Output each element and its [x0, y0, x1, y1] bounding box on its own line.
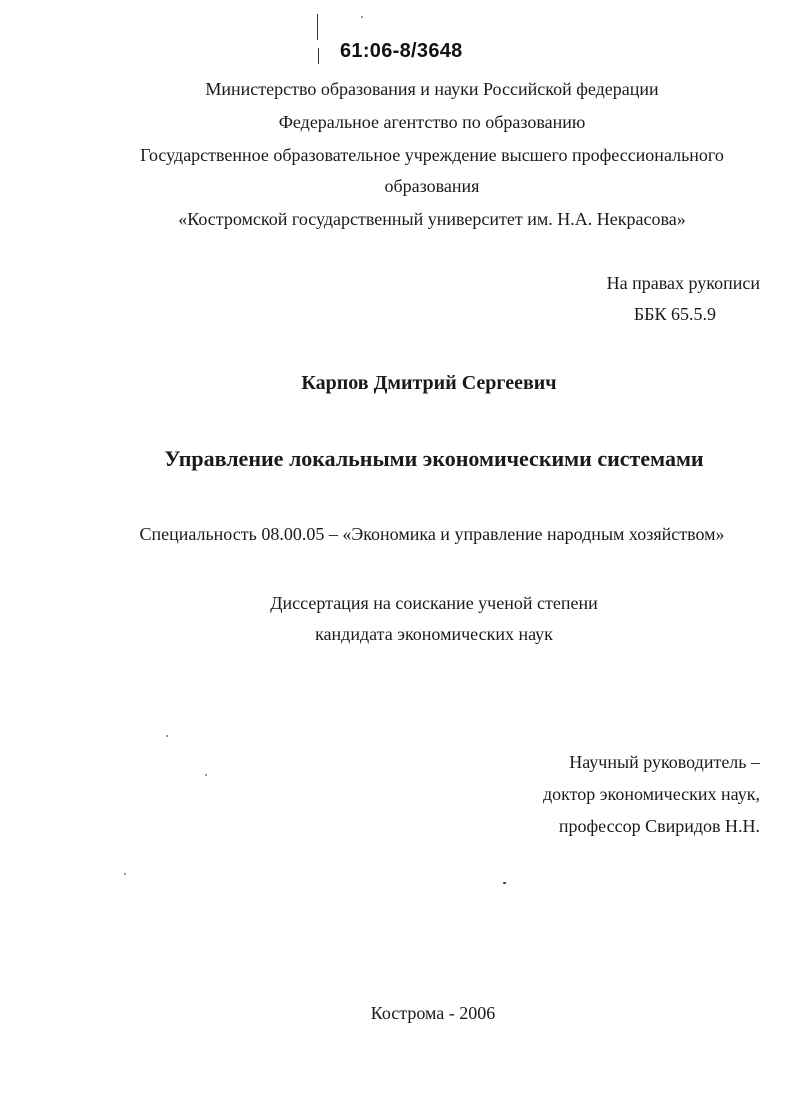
scan-speck — [124, 873, 126, 875]
supervisor-degree: доктор экономических наук, — [543, 784, 760, 804]
degree-line-1: Диссертация на соискание ученой степени — [270, 593, 598, 613]
rights-notice: На правах рукописи — [606, 273, 760, 293]
university-name: «Костромской государственный университет им. Н.А. Некрасова» — [178, 209, 686, 229]
dissertation-title: Управление локальными экономическими системами — [164, 446, 704, 471]
archive-stamp: 61:06-8/3648 — [340, 40, 463, 62]
scan-mark — [317, 14, 318, 40]
author-name: Карпов Дмитрий Сергеевич — [301, 372, 557, 394]
agency-line: Федеральное агентство по образованию — [278, 112, 586, 132]
scan-speck — [503, 882, 506, 884]
ministry-line: Министерство образования и науки Российской федерации — [205, 79, 659, 99]
scan-speck — [361, 16, 363, 18]
city-year: Кострома - 2006 — [370, 1003, 496, 1023]
institution-type-line-cont: образования — [384, 176, 480, 196]
supervisor-role: Научный руководитель – — [569, 752, 760, 772]
supervisor-name: профессор Свиридов Н.Н. — [558, 816, 760, 836]
degree-line-2: кандидата экономических наук — [315, 624, 553, 644]
scan-mark — [318, 48, 319, 64]
scan-speck — [205, 774, 207, 776]
specialty: Специальность 08.00.05 – «Экономика и управление народным хозяйством» — [139, 524, 725, 544]
scan-speck — [166, 735, 168, 737]
institution-type-line: Государственное образовательное учреждение высшего профессионального — [140, 145, 724, 165]
bbk-code: ББК 65.5.9 — [633, 304, 716, 324]
